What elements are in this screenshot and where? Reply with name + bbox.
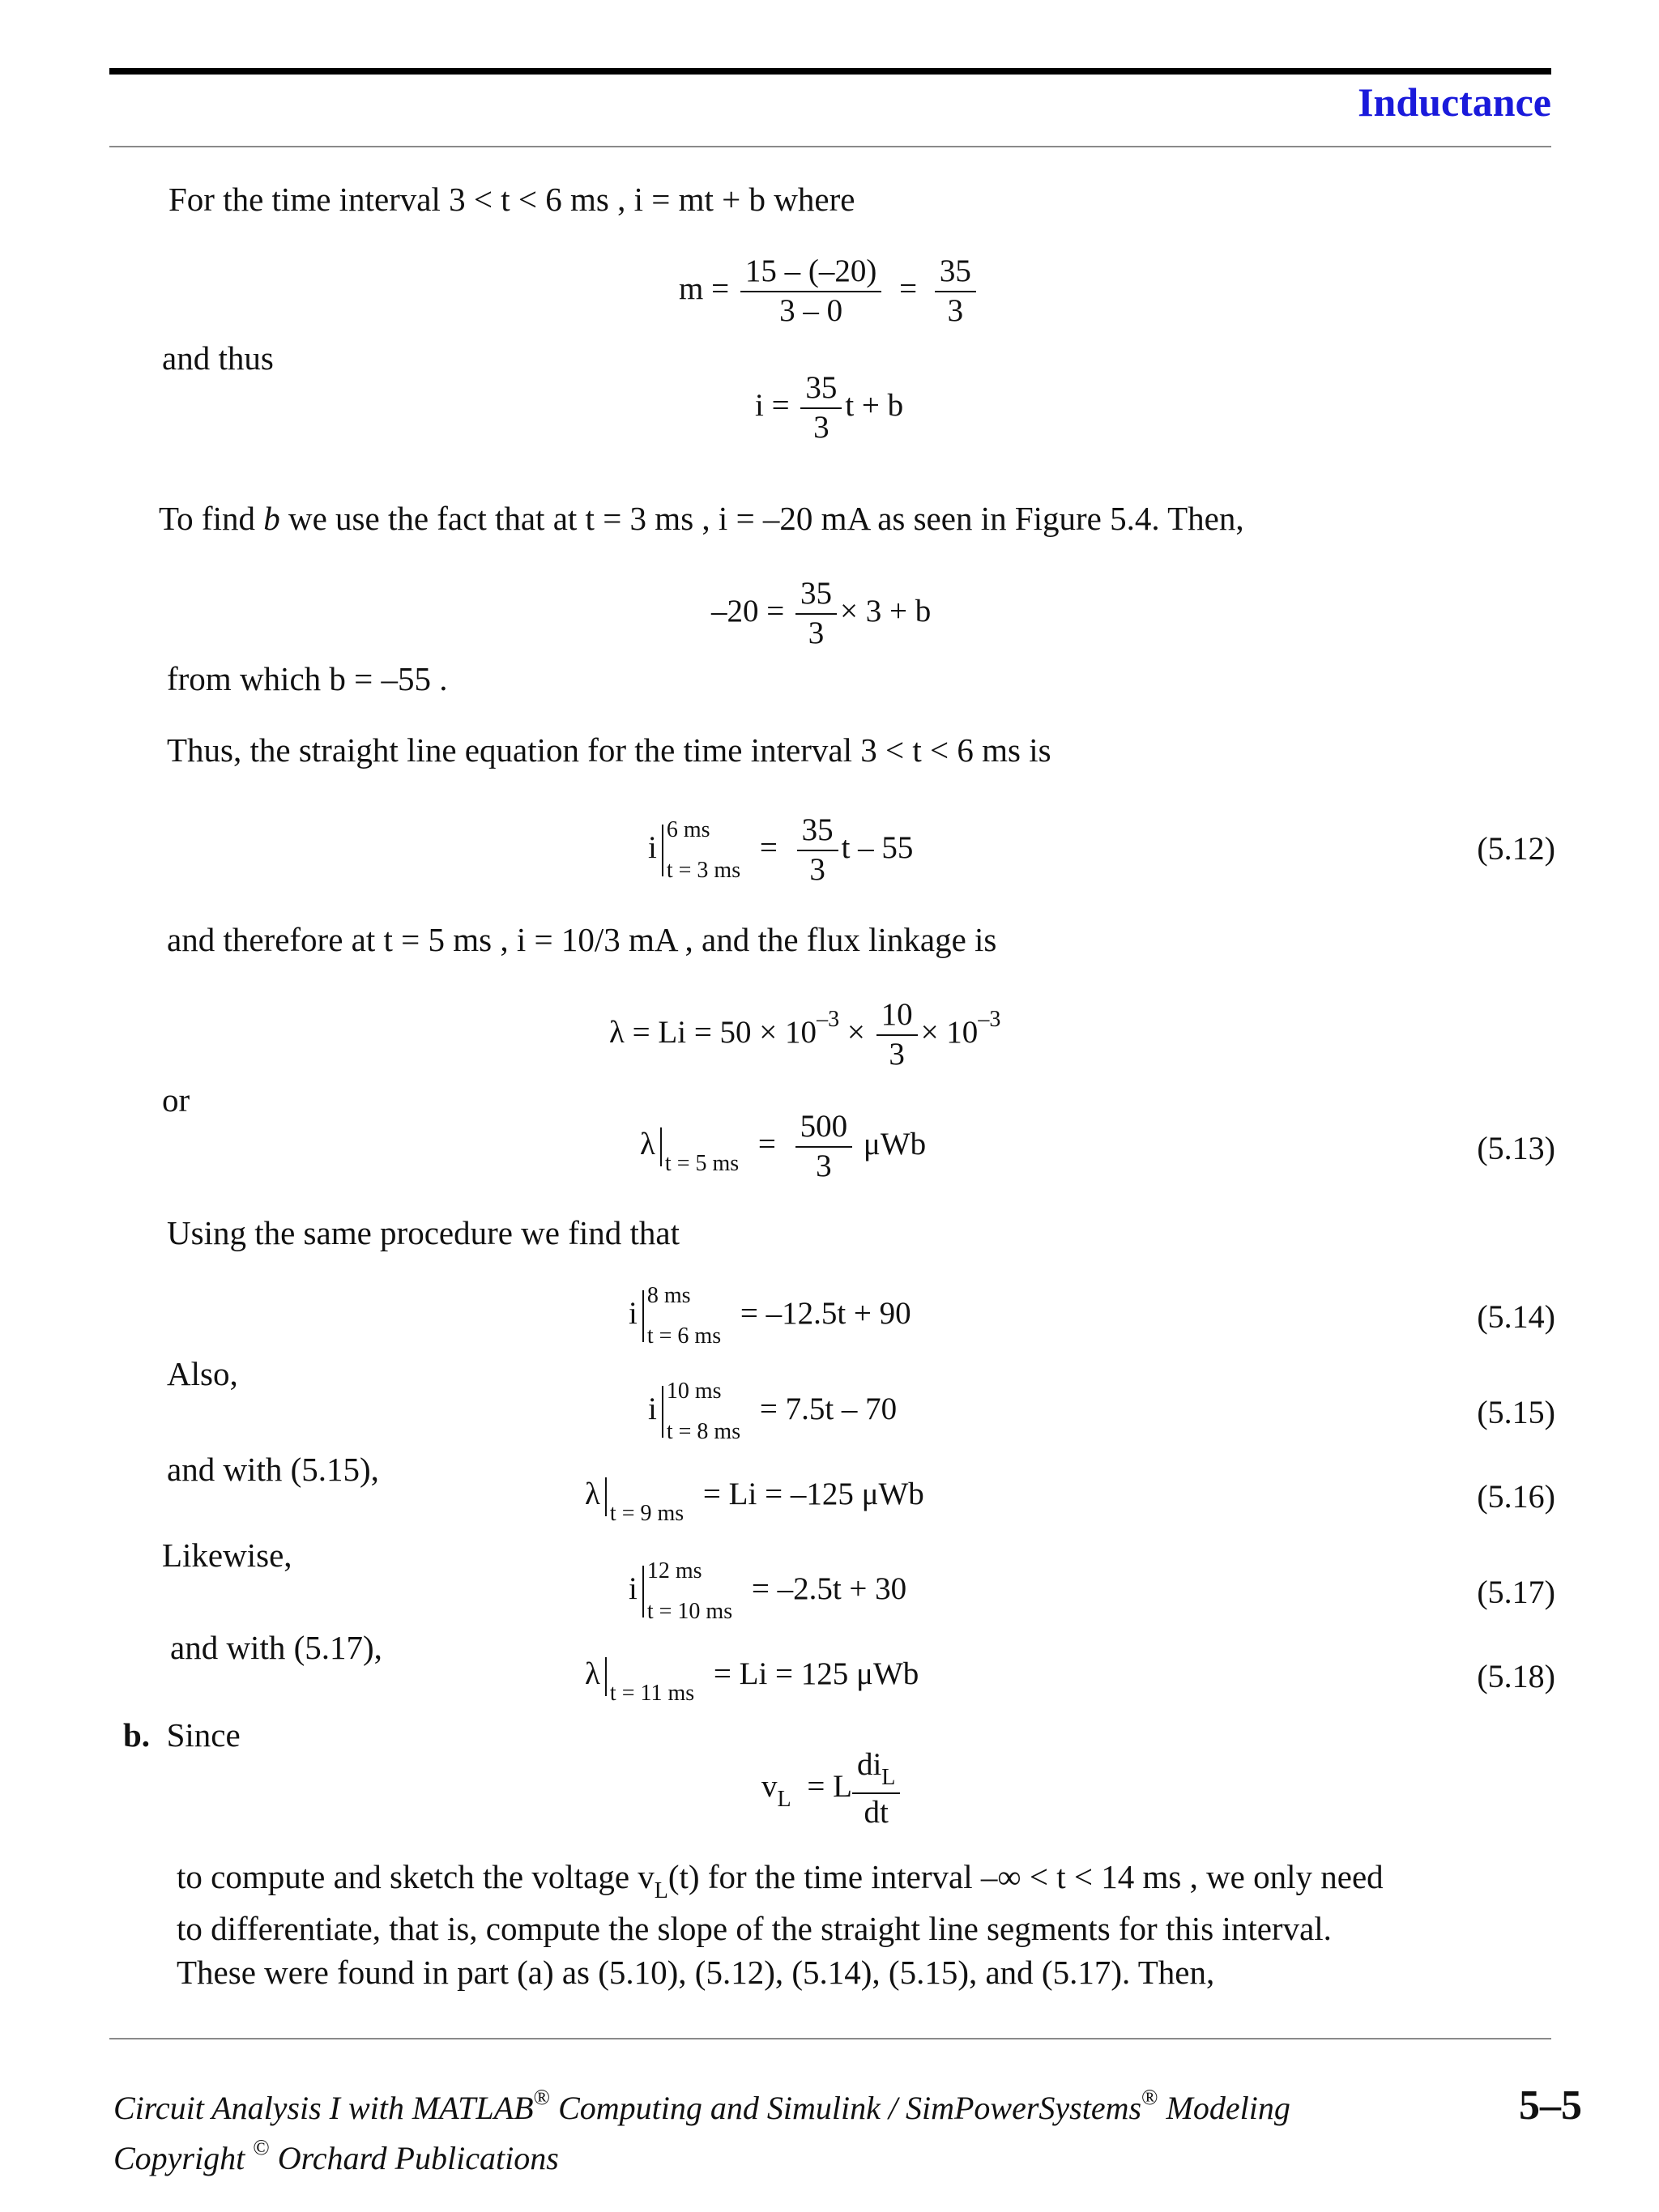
equation-number: (5.16) (1477, 1478, 1555, 1515)
paragraph-with-5-17: and with (5.17), (170, 1629, 382, 1666)
footer-copyright: Copyright © Orchard Publications (113, 2135, 559, 2176)
equation-5-18: $\lambda_{t = 11 ms} = Li = 125$ μWb (585, 1656, 919, 1706)
equation-number: (5.12) (1477, 830, 1555, 867)
paragraph-or: or (162, 1081, 190, 1119)
header-rule-thick (109, 68, 1551, 75)
equation-number: (5.15) (1477, 1394, 1555, 1430)
equation-5-16: $\lambda_{t = 9 ms} = Li = -125$ μWb (585, 1476, 924, 1526)
paragraph-same-procedure: Using the same procedure we find that (167, 1214, 680, 1251)
equation-current: i = $\frac{35}{3}$ t + b (755, 370, 904, 445)
header-rule-thin (109, 146, 1551, 147)
fraction: $\frac{35}{3}$ (797, 813, 838, 888)
paragraph-find-b: To find b we use the fact that at t = 3 ms , i = –20 mA as seen in Figure 5.4. Then, (159, 500, 1244, 537)
equation-inductor-voltage: $v_L = L$ $\frac{di_L}{dt}$ (761, 1748, 903, 1831)
fraction: $\frac{35}{3}$ (935, 254, 976, 329)
equation-number: (5.18) (1477, 1658, 1555, 1694)
paragraph-likewise: Likewise, (162, 1536, 292, 1574)
paragraph-also: Also, (167, 1355, 238, 1392)
equation-5-13: $\lambda_{t = 5 ms}$ = $\frac{500}{3}$ μWb (640, 1109, 927, 1183)
footer-rule (109, 2038, 1551, 2039)
paragraph-with-5-15: and with (5.15), (167, 1451, 379, 1488)
footer-book-title: Circuit Analysis I with MATLAB® Computing and Simulink / SimPowerSystems® Modeling (113, 2085, 1290, 2126)
paragraph-from-which: from which b = –55 . (167, 660, 448, 697)
equation-5-12: i 6 ms t = 3 ms = $\frac{35}{3}$ t – 55 (648, 812, 914, 887)
equation-number: (5.14) (1477, 1298, 1555, 1335)
equation-flux-linkage: $\lambda = Li = 50 \times 10^{-3}$ × $\frac{10}{3}$ × $10^{-3}$ (609, 997, 1001, 1072)
equation-number: (5.13) (1477, 1130, 1555, 1166)
fraction: $\frac{15 - (-20)}{3 - 0}$ (740, 254, 881, 329)
paragraph-interval: For the time interval 3 < t < 6 ms , i = mt + b where (168, 181, 855, 218)
equation-number: (5.17) (1477, 1574, 1555, 1610)
paragraph-and-thus: and thus (162, 339, 274, 377)
chapter-title: Inductance (1358, 79, 1551, 125)
part-b-intro: b. Since (123, 1716, 241, 1754)
equation-solve-b: –20 = $\frac{35}{3}$ × 3 + b (711, 576, 932, 650)
paragraph-differentiate: to compute and sketch the voltage $v_L(t)$ for the time interval –∞ < t < 14 ms , we only need to differentiate, that is, compute the slope of the straight line segments for this interval. These were found in part (a) as (5.10), (5.12), (5.14), (5.15), and (5.17). Then, (177, 1858, 1384, 1992)
fraction: $\frac{500}{3}$ (795, 1110, 853, 1184)
paragraph-straight-line: Thus, the straight line equation for the time interval 3 < t < 6 ms is (167, 731, 1051, 769)
page-number: 5–5 (1519, 2082, 1582, 2129)
fraction: $\frac{10}{3}$ (876, 998, 918, 1072)
fraction: $\frac{di_L}{dt}$ (852, 1748, 900, 1831)
fraction: $\frac{35}{3}$ (795, 577, 837, 651)
fraction: $\frac{35}{3}$ (800, 371, 842, 445)
equation-slope-m: m = $\frac{15 - (-20)}{3 - 0}$ = $\frac{35}{3}$ (679, 254, 979, 329)
equation-5-15: i 10 ms t = 8 ms = 7.5t – 70 (648, 1379, 898, 1444)
equation-5-14: i 8 ms t = 6 ms = –12.5t + 90 (629, 1283, 911, 1349)
paragraph-therefore: and therefore at t = 5 ms , i = 10/3 mA , and the flux linkage is (167, 921, 997, 958)
equation-5-17: i 12 ms t = 10 ms = –2.5t + 30 (629, 1558, 907, 1624)
